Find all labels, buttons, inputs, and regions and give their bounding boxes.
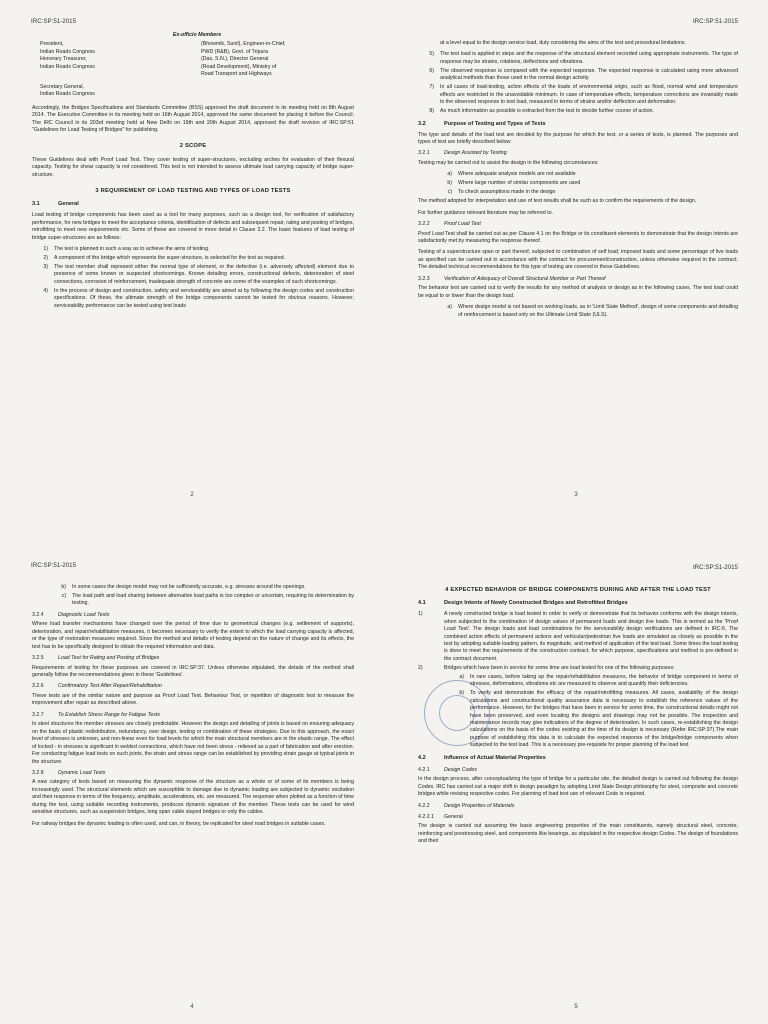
heading-text: Design Properties of Materials bbox=[444, 802, 515, 809]
list-item bbox=[32, 264, 354, 286]
running-header: IRC:SP:51-2015 bbox=[692, 564, 738, 571]
item-number: b) bbox=[459, 690, 464, 697]
page-4 bbox=[0, 512, 384, 1024]
item-text: To check assumptions made in the design bbox=[458, 189, 556, 196]
list-item bbox=[32, 288, 354, 310]
item-text: As much information as possible is extracted from the test to decide further course of action. bbox=[440, 108, 654, 115]
heading-number: 4.2.2.1 bbox=[418, 814, 435, 821]
item-text: The load path and load sharing between alternative load paths is too complex or uncertain, requiring its determination by testing. bbox=[72, 592, 354, 607]
item-number: a) bbox=[447, 171, 452, 178]
item-text: The test load is applied in steps and the response of the structural element recorded using appropriate instruments. The type of response may be strains, rotations, deflections and vibrations. bbox=[440, 51, 738, 65]
page-5-body bbox=[418, 586, 738, 850]
list-item bbox=[418, 51, 738, 66]
section-title-behavior: 4 EXPECTED BEHAVIOR OF BRIDGE COMPONENTS DURING AND AFTER THE LOAD TEST bbox=[445, 587, 711, 593]
item-number: 6) bbox=[429, 67, 434, 74]
item-text: The observed response is compared with the expected response. The expected response is calculated using more advanced analytical methods than those used in the normal design activity. bbox=[440, 67, 738, 82]
item-text: To verify and demonstrate the efficacy of the repair/retrofitting measures. All cases, availability of the design calculations and constructional quality assurance data is necessary to establish the reference values of the performance. However, for the bridges that have been in service for some time, the constructional details might not have been preserved, and even locating the designs and drawings may not be possible. The inspection and maintenance records may give indications of the degree of deterioration. In such cases, re-establishing the design calculations on the basis of the codes existing at the time of its design is necessary (Refer IRC:SP:37).The main purpose of establishing this data is to calculate the expected response of the bridge/bridge components when subjected to the test load. This is a necessary pre-requisite for proper planning of the load test. bbox=[470, 690, 738, 749]
member-cell bbox=[201, 91, 354, 98]
heading-3-2-2 bbox=[418, 221, 738, 228]
item-number: 1) bbox=[43, 245, 48, 252]
item-text: A newly constructed bridge is load tested in order to verify or demonstrate that its behavior conforms with the design intents, when subjected to the combination of design values of permanent loads and design live loads. This is termed as the 'Proof Load Test'. The design loads and load combinations for the serviceability design verifications are defined in IRC:6. The combined action effects of permanent actions and vehicular/pedestrian live loads are simulated as closely as possible in the test by adopting suitable loading pattern, its magnitude, and method of application of the test load. Some times the load testing is done to meet the requirements of the construction contract, for which purpose, specifications and method is pre-defined in the contract document. bbox=[444, 611, 738, 662]
running-header: IRC:SP:51-2015 bbox=[692, 18, 738, 25]
heading-number: 4.2 bbox=[418, 754, 426, 761]
sub-item bbox=[418, 690, 738, 750]
item-text: Where large number of similar components are used bbox=[458, 180, 581, 187]
page-3 bbox=[384, 0, 768, 512]
heading-text: Design Assisted by Testing bbox=[444, 150, 507, 157]
list-item bbox=[418, 108, 738, 115]
heading-4-1 bbox=[418, 600, 738, 608]
item-text: The test member shall represent either the normal type of element, or the defective (i.e. adversely affected) element due to presence of some known or suspected shortcomings. Known detailing errors, constructional defects, deterioration of steel connections, corrosion of reinforcement, inadequate strength of concrete are some of the examples of such shortcomings. bbox=[54, 263, 354, 285]
item-number: c) bbox=[447, 189, 452, 196]
item-number: 5) bbox=[429, 51, 434, 58]
general-paragraph: Load testing of bridge components has been used as a tool for many purposes, such as a design tool, for verification of satisfactory performance, for new bridges to meet the acceptance criteria, identification of defects and subsequent repair, rating and posting of bridges, retrofitting to meet new requirements etc. Some of these are covered in more detail in Clause 3.2. The basic features of load testing of bridge super-structures are as follows: bbox=[32, 212, 354, 241]
heading-text: Load Test for Rating and Posting of Bridges bbox=[58, 655, 160, 662]
member-cell: (Das, S.N.), Director General bbox=[201, 56, 269, 63]
ex-officio-members bbox=[40, 32, 354, 99]
heading-number: 3.2 bbox=[418, 120, 426, 127]
item-number: c) bbox=[61, 592, 66, 599]
list-item bbox=[418, 665, 738, 672]
heading-number: 3.2.8 bbox=[32, 770, 44, 777]
page-3-body bbox=[418, 40, 738, 321]
heading-3-2-5 bbox=[32, 655, 354, 662]
member-cell: Honorary Treasurer, bbox=[40, 56, 87, 63]
heading-number: 3.2.7 bbox=[32, 711, 44, 718]
member-cell: Indian Roads Congress bbox=[40, 63, 95, 70]
item-text: In rare cases, before taking up the repair/rehabilitation measures, the behavior of bridge component in terms of stresses, deformations, vibrations etc are measured to observe and quantify their deficiencies. bbox=[470, 673, 738, 688]
item-text: The test is planned in such a way as to achieve the aims of testing. bbox=[54, 245, 210, 252]
heading-3-2-7 bbox=[32, 712, 354, 719]
list-item bbox=[32, 255, 354, 262]
sub-item bbox=[32, 593, 354, 608]
scope-paragraph: These Guidelines deal with Proof Load Test. They cover testing of super-structures, excluding arches for evaluation of their flexural capacity. Testing for shear capacity is not considered. This test is not intended to assess ultimate load carrying capacity of bridge super-structure. bbox=[32, 156, 354, 178]
paragraph: The behavior test are carried out to verify the results for any method of analysis or design as in the following cases. The test load could be equal to or lower than the design load. bbox=[418, 285, 738, 299]
list-item bbox=[418, 84, 738, 106]
heading-text: Diagnostic Load Tests bbox=[58, 611, 110, 618]
sub-item bbox=[418, 180, 738, 187]
sub-item bbox=[418, 189, 738, 196]
page-4-body bbox=[32, 584, 354, 832]
heading-text: General bbox=[58, 201, 79, 208]
heading-3-2 bbox=[418, 121, 738, 129]
heading-number: 4.1 bbox=[418, 600, 426, 607]
member-cell: Road Transport and Highways bbox=[201, 71, 272, 78]
item-number: 4) bbox=[43, 287, 48, 294]
list-item bbox=[418, 68, 738, 83]
paragraph: These tests are of the similar nature and purpose as Proof Load Test. Behaviour Test, or repetition of diagnostic test to measure the improvement after repair as described above. bbox=[32, 692, 354, 707]
paragraph: Requirements of testing for these purposes are covered in IRC:SP:37. Unless otherwise stipulated, the details of the method shall generally follow the recommendations given in these 'Guidelines'. bbox=[32, 664, 354, 679]
page-number: 3 bbox=[574, 492, 578, 498]
member-cell: (Road Development), Ministry of bbox=[201, 63, 277, 70]
heading-number: 3.2.2 bbox=[418, 221, 430, 228]
item-number: 2) bbox=[418, 664, 423, 671]
heading-number: 4.2.2 bbox=[418, 802, 430, 809]
paragraph: The type and details of the load test are decided by the purpose for which the test, or a series of tests, is planned. The purposes and types of test are briefly described below: bbox=[418, 131, 738, 145]
page-number: 5 bbox=[574, 1004, 578, 1010]
paragraph: Testing may be carried out to assist the design in the following circumstances: bbox=[418, 159, 599, 166]
paragraph: Where load transfer mechanisms have changed over the period of time due to geometrical changes (e.g. settlement of supports), deterioration, and repair/rehabilitation measures, it becomes necessary to verify the extent to which the load carrying capacity is affected, or the type of restoration measures required. Since the method and details of testing depend on the nature of change and its effects, the test has to be specifically designed to obtain the required information and data. bbox=[32, 621, 354, 650]
member-cell: Indian Roads Congress bbox=[40, 91, 95, 98]
item-number: 1) bbox=[418, 611, 423, 618]
member-cell: PWD (R&B), Govt. of Tripura bbox=[201, 48, 269, 55]
item-number: a) bbox=[459, 673, 464, 680]
heading-text: Design Intents of Newly Constructed Bridges and Retrofitted Bridges bbox=[444, 600, 628, 607]
running-header: IRC:SP:51-2015 bbox=[31, 562, 77, 569]
paragraph: Testing of a superstructure span or part thereof, subjected to combination of self load, imposed loads and some percentage of live loads as specified can be carried out in accordance with the contract for procurement/construction, unless otherwise required in the contract. The detailed technical recommendations for this type of testing are covered in these Guidelines. bbox=[418, 249, 738, 271]
heading-text: Design Codes bbox=[444, 766, 477, 773]
page-5 bbox=[384, 512, 768, 1024]
paragraph: Proof Load Test shall be carried out as per Clause 4.1 on the Bridge or its constituent elements to demonstrate that the design intents are satisfactorily met by measuring the response thereof. bbox=[418, 230, 738, 244]
approval-paragraph: Accordingly, the Bridges Specifications and Standards Committee (BSS) approved the draft document in its meeting held on 8th August 2014. The Executive Committee in its meeting held on 16th August 2014, approved the same document for placing it before the Council. The IRC Council in its 203rd meeting held at New Delhi on 19th and 20th August 2014, approved the draft revision of IRC:SP:51 "Guidelines for Load Testing of Bridges" for publishing. bbox=[32, 104, 354, 133]
page-2-body bbox=[32, 30, 354, 312]
section-title-scope: 2 SCOPE bbox=[179, 143, 207, 150]
heading-3-2-8 bbox=[32, 770, 354, 777]
heading-text: Purpose of Testing and Types of Tests bbox=[444, 120, 546, 127]
item-text: Where adequate analysis models are not available bbox=[458, 171, 576, 178]
member-cell: (Bhowmik, Sunil), Engineer-in-Chief, bbox=[201, 41, 286, 48]
page-2 bbox=[0, 0, 384, 512]
member-cell: Indian Roads Congress bbox=[40, 48, 95, 55]
heading-number: 3.2.6 bbox=[32, 683, 44, 690]
item-number: b) bbox=[447, 180, 452, 187]
heading-3-2-4 bbox=[32, 612, 354, 619]
heading-text: Verification of Adequacy of Overall Structural Member or Part Thereof bbox=[444, 275, 606, 282]
item-number: 7) bbox=[429, 84, 434, 91]
heading-text: Proof Load Test bbox=[444, 221, 481, 228]
heading-number: 3.1 bbox=[32, 201, 40, 208]
paragraph: In steel structures the member stresses are closely predictable. However the design and detailing of joints is based on ensuring adequacy on the basis of plastic redistribution, redundancy, over design, testing or combination of these strategies. Due to this approach, the exact level of stresses is unknown, and non-linear even for load levels for which the main structural members are in the elastic range. The effect of locked - in stresses is significant in welded connections, which have not been stress - relieved as a part of fabrication and after erection. For conducting fatigue load tests on such joints, the strain and stress range can be established by providing strain gauge at typical joints in the structure. bbox=[32, 721, 354, 765]
heading-3-2-6 bbox=[32, 683, 354, 690]
heading-number: 3.2.5 bbox=[32, 655, 44, 662]
member-cell: President, bbox=[40, 41, 64, 48]
sub-item bbox=[418, 171, 738, 178]
item-text: In all cases of load-testing, action effects of the loads of environmental origin, such as flood, normal wind and temperature effects are restricted to the unavoidable minimum. In case of temperature effects, temperature corrections are invariably made to the observed response to test load, measured in terms of strains and/or deflection and deformation. bbox=[440, 84, 738, 106]
heading-number: 3.2.1 bbox=[418, 150, 430, 157]
paragraph: For further guidance relevant literature may be referred to. bbox=[418, 209, 554, 216]
item-text: A component of the bridge which represents the super-structure, is selected for the test as required. bbox=[54, 254, 286, 261]
item-text: In the process of design and construction, safety and serviceability are aimed at by following the design codes and construction specifications. Of these, the ultimate strength of the bridge components cannot be tested for obvious reasons. However, serviceability performance can be tested using test loads bbox=[54, 287, 354, 309]
sub-item bbox=[418, 304, 738, 319]
item-text: Bridges which have been in service for some time are load tested for one of the following purposes: bbox=[444, 664, 675, 671]
heading-text: Confirmatory Test After Repair/Rehabilitation bbox=[58, 683, 162, 690]
list-item bbox=[418, 611, 738, 663]
member-cell: Secretary General, bbox=[40, 83, 85, 90]
continued-text: at a level equal to the design service load, duty considering the aims of the test and procedural limitations. bbox=[440, 40, 687, 46]
item-text: In some cases the design model may not be sufficiently accurate, e.g. stresses around the openings. bbox=[72, 584, 306, 590]
heading-4-2 bbox=[418, 755, 738, 763]
member-cell bbox=[201, 84, 354, 91]
heading-3-1 bbox=[32, 201, 354, 209]
item-number: 2) bbox=[43, 254, 48, 261]
heading-number: 3.2.3 bbox=[418, 275, 430, 282]
item-number: 3) bbox=[43, 263, 48, 270]
paragraph: For railway bridges the dynamic loading is often used, and can, in theory, be replicated for steel road bridges in suitable cases. bbox=[32, 820, 326, 827]
paragraph: The design is carried out assuming the basic engineering properties of the main constituents, namely structural steel, concrete, reinforcing and prestressing steel, and components like bearings, as stipulated in the respective design Codes. The design of foundations and their bbox=[418, 823, 738, 845]
sub-item bbox=[418, 674, 738, 689]
heading-text: Dynamic Load Tests bbox=[58, 770, 106, 777]
paragraph: A new category of tests based on measuring the dynamic response of the structure as a whole or of some of its members is being increasingly used. The structural elements which are susceptible to damage due to dynamic loading are subjected to dynamic excitation and their response in terms of the frequency, amplitude, accelerations, etc. are measured. The response when plotted as a function of time during the test, using suitable recording instruments, produces dynamic signature of the member. These tests can be used for wind sensitive structures, such as suspension bridges, long span cable stayed bridges or only the cables. bbox=[32, 779, 354, 816]
section-title-requirement: 3 REQUIREMENT OF LOAD TESTING AND TYPES OF LOAD TESTS bbox=[95, 188, 291, 195]
running-header: IRC:SP:51-2015 bbox=[31, 18, 77, 25]
page-number: 2 bbox=[190, 492, 194, 498]
member-cell bbox=[40, 71, 193, 78]
heading-text: General bbox=[444, 814, 463, 821]
heading-4-2-1 bbox=[418, 767, 738, 774]
sub-item bbox=[32, 584, 354, 591]
paragraph: The method adopted for interpretation and use of test results shall be such as to confirm the requirements of the design. bbox=[418, 198, 697, 205]
heading-text: Influence of Actual Material Properties bbox=[444, 754, 546, 761]
paragraph: In the design process, after conceptualizing the type of bridge for a particular site, the detailed design is carried out following the design Codes. IRC has carried out a major shift in design paradigm by adopting Limit State Design philosophy for steel, composite and concrete bridges while revising respective codes. For planning of load test use of relevant Code is required. bbox=[418, 776, 738, 798]
list-item bbox=[32, 246, 354, 253]
item-number: b) bbox=[61, 584, 66, 590]
heading-3-2-3 bbox=[418, 276, 738, 283]
item-text: Where design model is not based on working loads, as in 'Limit State Method', design of some components and detailing of reinforcement is based only on the Ultimate Limit State (ULS). bbox=[458, 304, 738, 318]
heading-3-2-1 bbox=[418, 150, 738, 157]
members-title: Ex-officio Members bbox=[172, 32, 222, 38]
heading-number: 3.2.4 bbox=[32, 611, 44, 618]
item-number: a) bbox=[447, 304, 452, 311]
heading-4-2-2 bbox=[418, 803, 738, 810]
heading-text: To Establish Stress Range for Fatigue Tests bbox=[58, 711, 161, 718]
heading-number: 4.2.1 bbox=[418, 766, 430, 773]
item-number: 8) bbox=[429, 108, 434, 115]
page-number: 4 bbox=[190, 1004, 194, 1010]
heading-4-2-2-1 bbox=[418, 814, 738, 821]
